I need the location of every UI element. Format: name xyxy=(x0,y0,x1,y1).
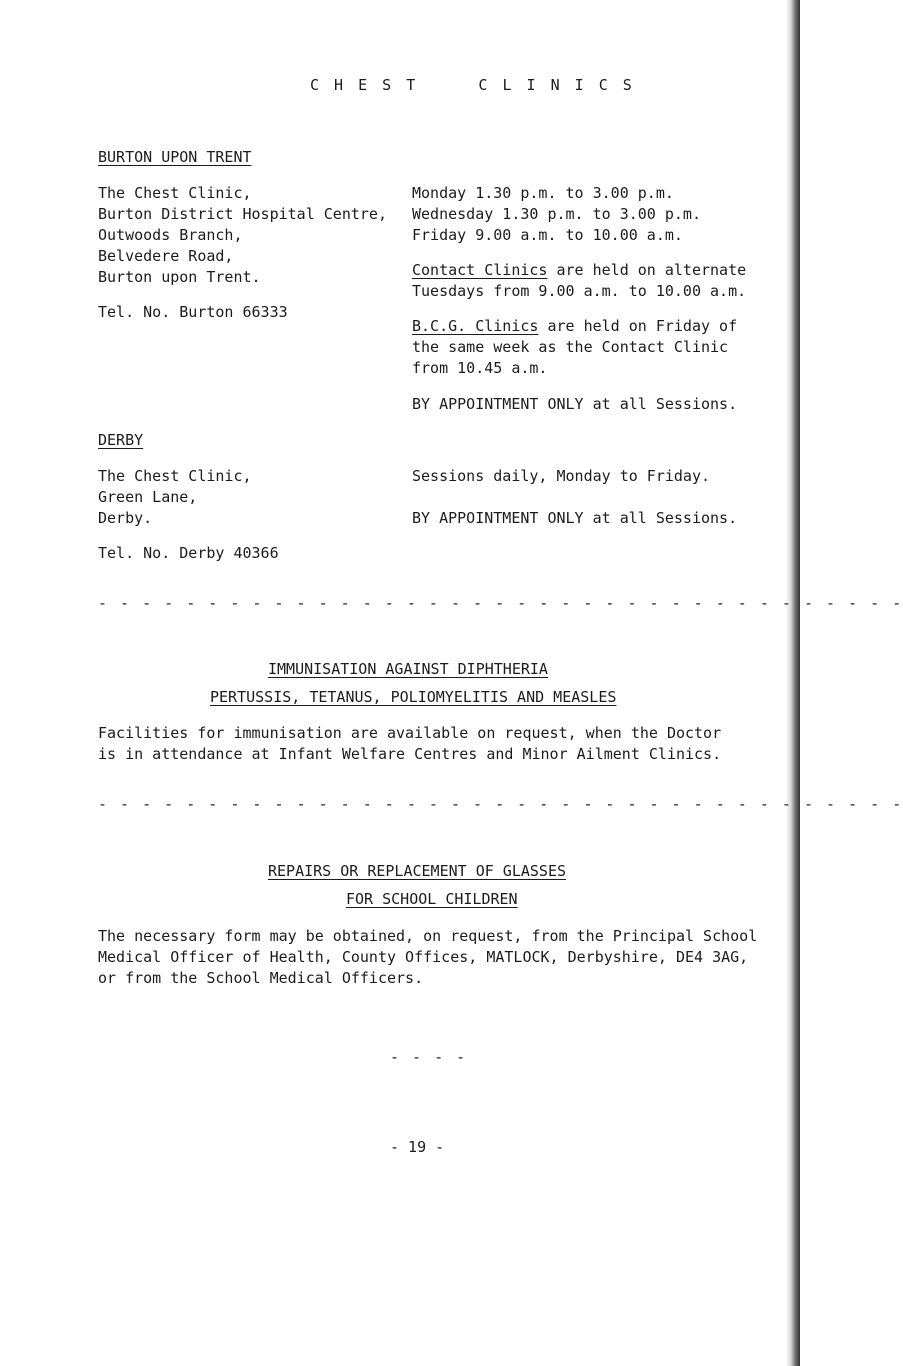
burton-telephone: Tel. No. Burton 66333 xyxy=(98,303,288,321)
contact-clinics-times: Tuesdays from 9.00 a.m. to 10.00 a.m. xyxy=(412,282,747,300)
derby-heading: DERBY xyxy=(98,431,144,449)
glasses-text-line: Medical Officer of Health, County Offices, MATLOCK, Derbyshire, DE4 3AG, xyxy=(98,948,749,966)
page-title: C H E S T C L I N I C S xyxy=(310,76,635,94)
glasses-subheading: FOR SCHOOL CHILDREN xyxy=(346,890,518,908)
burton-heading: BURTON UPON TRENT xyxy=(98,148,252,166)
bcg-clinics-heading: B.C.G. Clinics xyxy=(412,317,539,335)
burton-session-line: Friday 9.00 a.m. to 10.00 a.m. xyxy=(412,226,683,244)
bcg-clinics-line-2: the same week as the Contact Clinic xyxy=(412,338,729,356)
contact-clinics-tail: are held on alternate xyxy=(547,261,747,279)
scanned-page-edge xyxy=(786,0,800,1366)
glasses-heading: REPAIRS OR REPLACEMENT OF GLASSES xyxy=(268,862,567,880)
bcg-clinics-tail: are held on Friday of xyxy=(538,317,738,335)
derby-sessions: Sessions daily, Monday to Friday. xyxy=(412,467,711,485)
contact-clinics-heading: Contact Clinics xyxy=(412,261,548,279)
derby-telephone: Tel. No. Derby 40366 xyxy=(98,544,279,562)
section-separator: - - - - - - - - - - - - - - - - - - - - - - - - - - - - - - - - - - - - - xyxy=(98,795,903,813)
burton-session-line: Monday 1.30 p.m. to 3.00 p.m. xyxy=(412,184,674,202)
contact-clinics-line xyxy=(412,263,746,278)
derby-address-line: The Chest Clinic, xyxy=(98,467,252,485)
glasses-text-line: The necessary form may be obtained, on request, from the Principal School xyxy=(98,927,758,945)
derby-address-line: Derby. xyxy=(98,509,153,527)
burton-address-line: Belvedere Road, xyxy=(98,247,234,265)
burton-address-line: Burton upon Trent. xyxy=(98,268,261,286)
burton-address-line: The Chest Clinic, xyxy=(98,184,252,202)
glasses-text-line: or from the School Medical Officers. xyxy=(98,969,424,987)
burton-address-line: Burton District Hospital Centre, xyxy=(98,205,387,223)
bcg-clinics-line xyxy=(412,319,737,334)
immunisation-text-line: is in attendance at Infant Welfare Centres and Minor Ailment Clinics. xyxy=(98,745,722,763)
section-separator: - - - - - - - - - - - - - - - - - - - - - - - - - - - - - - - - - - - - - xyxy=(98,594,903,612)
immunisation-subheading: PERTUSSIS, TETANUS, POLIOMYELITIS AND MEASLES xyxy=(210,688,617,706)
end-separator: - - - - xyxy=(390,1048,468,1066)
burton-session-line: Wednesday 1.30 p.m. to 3.00 p.m. xyxy=(412,205,701,223)
bcg-clinics-line-3: from 10.45 a.m. xyxy=(412,359,548,377)
immunisation-text-line: Facilities for immunisation are available on request, when the Doctor xyxy=(98,724,722,742)
derby-address-line: Green Lane, xyxy=(98,488,198,506)
immunisation-heading: IMMUNISATION AGAINST DIPHTHERIA xyxy=(268,660,548,678)
derby-appointment-note: BY APPOINTMENT ONLY at all Sessions. xyxy=(412,509,738,527)
burton-address-line: Outwoods Branch, xyxy=(98,226,243,244)
page-number: - 19 - xyxy=(390,1138,445,1156)
burton-appointment-note: BY APPOINTMENT ONLY at all Sessions. xyxy=(412,395,738,413)
